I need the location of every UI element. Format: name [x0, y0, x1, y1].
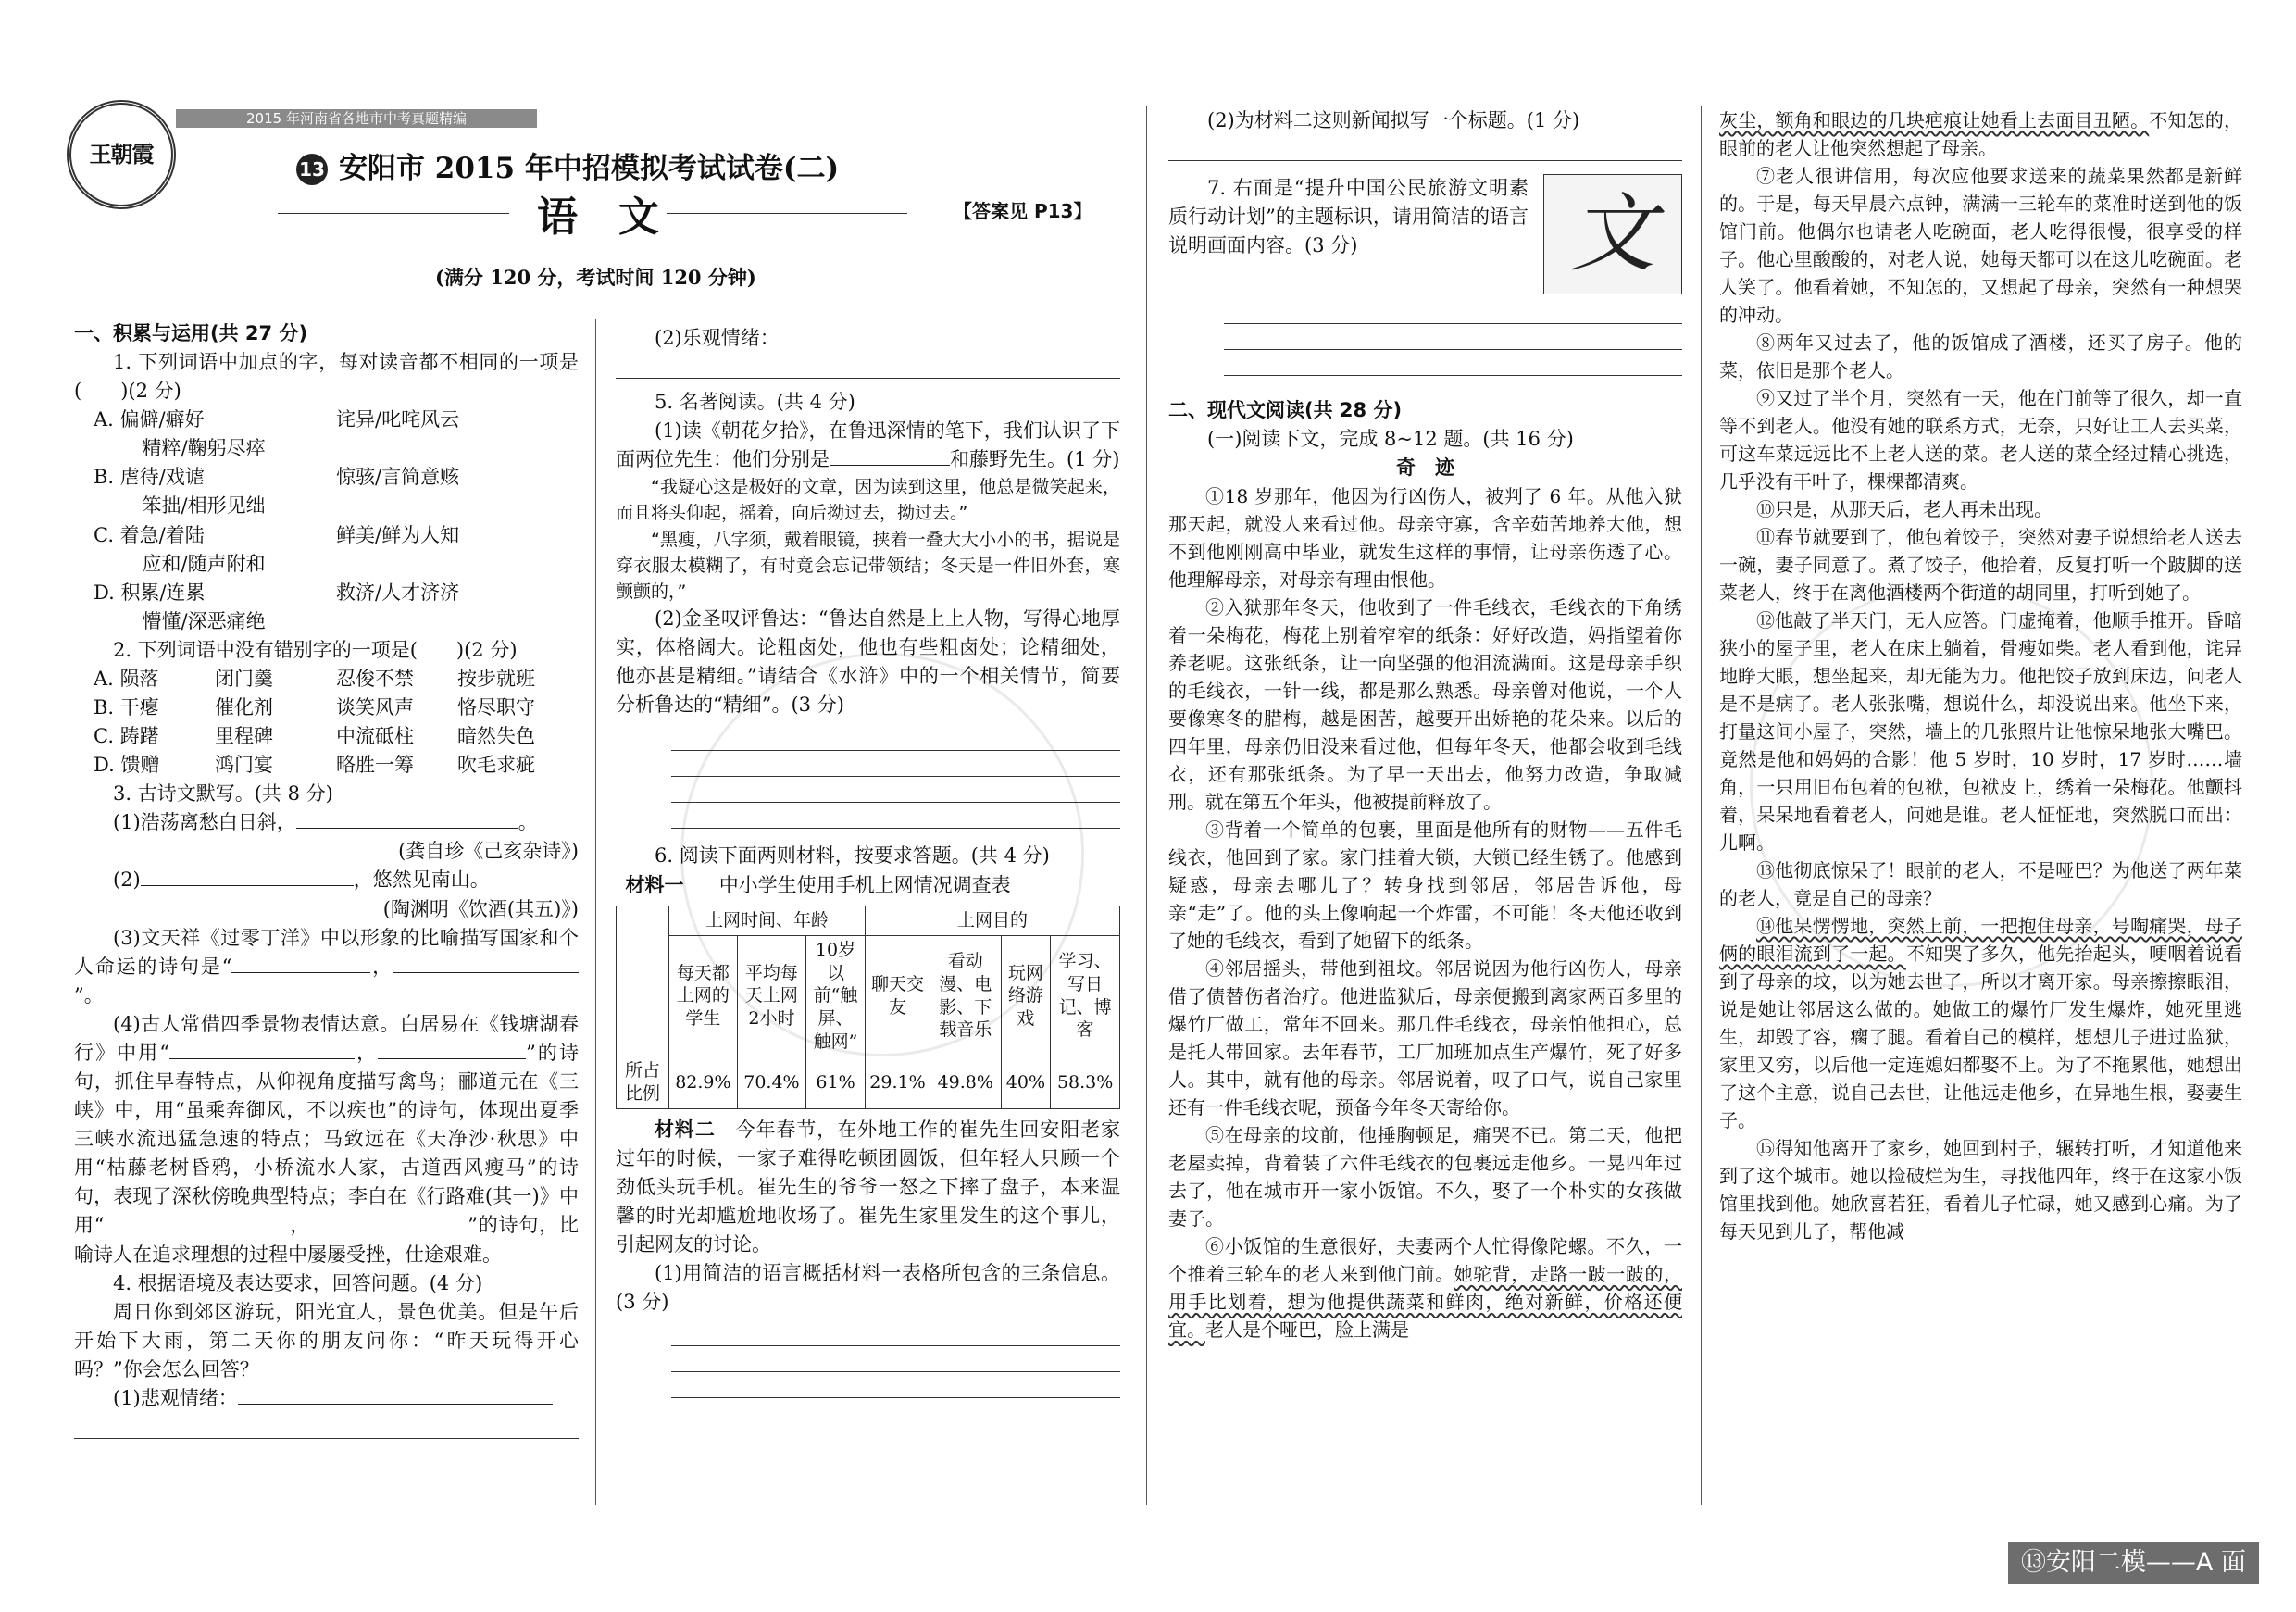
q3-blank-7[interactable] — [105, 1211, 290, 1231]
table-col-head: 学习、写日记、博客 — [1051, 936, 1120, 1056]
story-para-1: ①18 岁那年，他因为行凶伤人，被判了 6 年。从他入狱那天起，就没人来看过他。母亲守寡，含辛茹苦地养大他，想不到他刚刚高中毕业，就发生这样的事情，让母亲伤透了心。他理解母亲，对母亲有理由恨他。 — [1168, 485, 1682, 592]
q4-sub2-label: (2)乐观情绪： — [655, 327, 780, 349]
q1-opt-d3: 懵懂/深恶痛绝 — [142, 609, 266, 632]
q6-sub2: (2)为材料二这则新闻拟写一个标题。(1 分) — [1207, 109, 1580, 131]
page-footer-badge: ⑬安阳二模——A 面 — [2008, 1542, 2259, 1584]
q3-blank-6[interactable] — [378, 1039, 526, 1059]
q3-line3-comma: ， — [370, 955, 393, 978]
q6-material1-label: 材料一 — [625, 873, 684, 897]
table-cell: 70.4% — [737, 1056, 805, 1108]
q6-material1-title: 中小学生使用手机上网情况调查表 — [718, 874, 1011, 897]
q3-line2-text: ，悠然见南山。 — [353, 868, 490, 892]
q1-opt-b2: 惊骇/言简意赅 — [336, 466, 460, 489]
q2-a-3: 忍俊不禁 — [336, 667, 414, 690]
q2-b-2: 催化剂 — [215, 696, 273, 719]
q1-opt-b3: 笨拙/相形见绌 — [142, 494, 266, 518]
q6-answer-line-1[interactable] — [671, 1320, 1120, 1346]
q4-sub1 — [74, 1384, 579, 1413]
table-cell: 61% — [806, 1056, 866, 1108]
story-para-8: ⑧两年又过去了，他的饭馆成了酒楼，还买了房子。他的菜，依旧是那个老人。 — [1719, 331, 2242, 381]
q5-answer-1[interactable] — [830, 445, 950, 466]
story-para-2: ②入狱那年冬天，他收到了一件毛线衣，毛线衣的下角绣着一朵梅花，梅花上别着窄窄的纸条：好好改造，妈指望着你养老呢。这张纸条，让一向坚强的他泪流满面。这是母亲手织的毛线衣，一针一线，都是那么熟悉。母亲曾对他说，一个人要像寒冬的腊梅，越是困苦，越要开出娇艳的花朵来。以后的四年里，母亲仍旧没来看过他，但每年冬天，他都会收到毛线衣，还有那张纸条。为了早一天出去，他努力改造，争取减刑。就在第五个年头，他被提前释放了。 — [1168, 596, 1682, 814]
table-group-time: 上网时间、年龄 — [669, 906, 866, 936]
logo-emblem — [67, 100, 176, 209]
q1-opt-c1: C. 着急/着陆 — [94, 523, 205, 546]
q7-answer-line-3[interactable] — [1224, 350, 1682, 376]
q1-opt-a3: 精粹/鞠躬尽瘁 — [142, 437, 266, 460]
story-para-3: ③背着一个简单的包裹，里面是他所有的财物——五件毛线衣，他回到了家。家门挂着大锁，大锁已经生锈了。他感到疑惑，母亲去哪儿了？转身找到邻居，邻居告诉他，母亲“走”了。他的头上像响起一个炸雷，不可能！冬天他还收到了她的毛线衣，看到了她留下的纸条。 — [1168, 818, 1682, 953]
q4-sub1-label: (1)悲观情绪： — [113, 1386, 238, 1409]
part2-heading: 二、现代文阅读(共 28 分) — [1168, 399, 1403, 422]
exam-title: 安阳市 2015 年中招模拟考试试卷(二) — [339, 152, 840, 185]
story-para-5: ⑤在母亲的坟前，他捶胸顿足，痛哭不已。第二天，他把老屋卖掉，背着装了六件毛线衣的包裹远走他乡。一晃四年过去了，他在城市开一家小饭馆。不久，娶了一个朴实的女孩做妻子。 — [1168, 1124, 1682, 1231]
q3-line2-source: (陶渊明《饮酒(其五)》) — [382, 897, 579, 920]
q3-blank-3[interactable] — [231, 953, 370, 973]
story-para-6-cont-wavy: 灰尘，额角和眼边的几块疤痕让她看上去面目丑陋。 — [1719, 109, 2150, 131]
q6-stem: 6. 阅读下面两则材料，按要求答题。(共 4 分) — [655, 844, 1050, 868]
table-cell: 82.9% — [669, 1056, 738, 1108]
q2-options — [74, 665, 579, 780]
q2-b-3: 谈笑风声 — [336, 696, 414, 719]
q5-sub1-text: (1)读《朝花夕拾》，在鲁迅深情的笔下，我们认识了下面两位先生：他们分别是 — [616, 419, 1120, 471]
column-2 — [616, 324, 1120, 1398]
q2-c-3: 中流砥柱 — [336, 725, 414, 748]
q6-material2 — [616, 1115, 1120, 1259]
q3-line2 — [74, 866, 579, 894]
q5-sub1 — [616, 417, 1120, 474]
q6-material2-label: 材料二 — [655, 1117, 716, 1141]
q7-text: 7. 右面是“提升中国公民旅游文明素质行动计划”的主题标识，请用简洁的语言说明画面内容。(3 分) — [1168, 177, 1529, 257]
story-para-14 — [1719, 912, 2242, 1134]
q2-c-2: 里程碑 — [215, 725, 273, 748]
story-para-10: ⑩只是，从那天后，老人再未出现。 — [1756, 498, 2053, 520]
table-cell: 29.1% — [865, 1056, 930, 1108]
q3-line4-c: ”的诗句，抓住早春特点，从仰视角度描写禽鸟；郦道元在《三峡》中，用“虽乘奔御风，不以疾也”的诗句，体现出夏季三峡水流迅猛急速的特点；马致远在《天净沙·秋思》中用“枯藤老树昏鸦，小桥流水人家，古道西风瘦马”的诗句，表现了深秋傍晚典型特点；李白在《行路难(其一)》中用“ — [74, 1041, 579, 1237]
q5-answer-lines — [616, 725, 1120, 829]
q4-sub2 — [616, 324, 1120, 353]
q2-c-1: C. 踌躇 — [94, 725, 159, 748]
story-para-6-start: ⑥小饭馆的生意很好，夫妻两个人忙得像陀螺。不久，一个推着三轮车的老人来到他门前。 — [1168, 1235, 1682, 1286]
column-4 — [1719, 106, 2242, 1245]
q5-quote1: “我疑心这是极好的文章，因为读到这里，他总是微笑起来，而且将头仰起，摇着，向后拗过去，拗过去。” — [616, 477, 1120, 524]
table-group-purpose: 上网目的 — [865, 906, 1119, 936]
q3-blank-1[interactable] — [296, 808, 518, 829]
q1-opt-d1: D. 积累/连累 — [94, 581, 206, 604]
column-3 — [1168, 106, 1682, 1343]
survey-table — [616, 906, 1120, 1109]
story-para-7: ⑦老人很讲信用，每次应他要求送来的蔬菜果然都是新鲜的。于是，每天早晨六点钟，满满一三轮车的菜准时送到他的饭馆门前。他偶尔也请老人吃碗面，老人吃得很慢，很享受的样子。他心里酸酸的，对老人说，她每天都可以在这儿吃碗面。老人笑了。他看着她，不知怎的，又想起了母亲，突然有一种想哭的冲动。 — [1719, 165, 2242, 326]
series-banner — [176, 109, 537, 128]
q3-line1-source: (龚自珍《己亥杂诗》) — [398, 840, 579, 863]
q7-answer-lines — [1168, 298, 1682, 376]
table-col-head: 平均每天上网2小时 — [737, 936, 805, 1056]
subject-title: 语 文 — [537, 194, 659, 241]
table-col-head: 10岁以前“触屏、触网” — [806, 936, 866, 1056]
part2-intro: (一)阅读下文，完成 8~12 题。(共 16 分) — [1207, 428, 1574, 451]
table-col-head: 看动漫、电影、下载音乐 — [930, 936, 1002, 1056]
table-col-head: 玩网络游戏 — [1001, 936, 1051, 1056]
q6-material2-text: 今年春节，在外地工作的崔先生回安阳老家过年的时候，一家子难得吃顿团圆饭，但年轻人只顾一个劲低头玩手机。崔先生的爷爷一怒之下摔了盘子，本来温馨的时光却尴尬地收场了。崔先生家里发生的这个事儿，引起网友的讨论。 — [616, 1118, 1121, 1256]
answer-reference: 【答案见 P13】 — [954, 200, 1092, 222]
table-cell: 49.8% — [930, 1056, 1002, 1108]
story-para-6-cont-end: 不知怎的，眼前的老人让他突然想起了母亲。 — [1719, 109, 2243, 159]
q2-d-1: D. 馈赠 — [94, 754, 160, 777]
story-col3 — [1168, 482, 1682, 1343]
story-para-13: ⑬他彻底惊呆了！眼前的老人，不是哑巴？为他送了两年菜的老人，竟是自己的母亲？ — [1719, 859, 2242, 909]
q1-opt-c3: 应和/随声附和 — [142, 552, 266, 575]
table-row — [617, 906, 1120, 936]
q3-stem: 3. 古诗文默写。(共 8 分) — [113, 782, 333, 806]
q2-a-4: 按步就班 — [457, 667, 535, 690]
q7-block — [1168, 174, 1682, 294]
q2-d-4: 吹毛求疵 — [457, 754, 535, 777]
story-para-11: ⑪春节就要到了，他包着饺子，突然对妻子说想给老人送去一碗，妻子同意了。煮了饺子，他拾着，反复打听一个跛脚的送菜老人，终于在离他酒楼两个街道的胡同里，打听到她了。 — [1719, 526, 2242, 604]
q4-context: 周日你到郊区游玩，阳光宜人，景色优美。但是午后开始下大雨，第二天你的朋友问你：“昨天玩得开心吗？”你会怎么回答？ — [74, 1300, 579, 1381]
q1-stem: 1. 下列词语中加点的字，每对读音都不相同的一项是( )(2 分) — [74, 351, 579, 403]
q3-line3 — [74, 924, 579, 1010]
q3-line4-e: ”的诗句，比喻诗人在追求理想的过程中屡屡受挫，仕途艰难。 — [74, 1214, 579, 1266]
q5-stem: 5. 名著阅读。(共 4 分) — [655, 391, 855, 414]
logo-text: 王朝霞 — [89, 141, 154, 169]
q3-line1-text: (1)浩荡离愁白日斜， — [113, 811, 296, 834]
q4-answer-2-line2[interactable] — [616, 353, 1120, 379]
q3-blank-5[interactable] — [169, 1039, 355, 1059]
table-row — [617, 1056, 1120, 1108]
q5-quote2: “黑瘦，八字须，戴着眼镜，挟着一叠大大小小的书，据说是穿衣服太模糊了，有时竟会忘记带领结；冬天是一件旧外套，寒颤颤的，” — [616, 529, 1120, 602]
table-row — [617, 936, 1120, 1056]
table-col-head: 每天都上网的学生 — [669, 936, 738, 1056]
q5-answer-line-3[interactable] — [671, 777, 1120, 803]
q5-answer-line-2[interactable] — [671, 751, 1120, 777]
story-para-12: ⑫他敲了半天门，无人应答。门虚掩着，他顺手推开。昏暗狭小的屋子里，老人在床上躺着，骨瘦如柴。老人看到他，诧异地睁大眼，想坐起来，却无能为力。他把饺子放到床边，问老人是不是病了。老人张张嘴，想说什么，却没说出来。他坐下来，打量这间小屋子，突然，墙上的几张照片让他惊呆地张大嘴巴。竟然是他和妈妈的合影！他 5 岁时，10 岁时，17 岁时……墙角，一只用旧布包着的包袱，包袱皮上，绣着一朵梅花。他颤抖着，呆呆地看着老人，问她是谁。老人怔怔地，突然脱口而出：儿啊。 — [1719, 609, 2242, 854]
q2-stem: 2. 下列词语中没有错别字的一项是( )(2 分) — [113, 638, 518, 661]
travel-civility-glyph: 文 — [1569, 184, 1655, 283]
q5-answer-line-1[interactable] — [671, 725, 1120, 751]
table-row-label: 所占比例 — [617, 1056, 669, 1108]
q3-blank-8[interactable] — [310, 1211, 468, 1231]
q2-b-4: 恪尽职守 — [457, 696, 535, 719]
q7-answer-line-2[interactable] — [1224, 324, 1682, 350]
q4-answer-2[interactable] — [780, 324, 1094, 344]
q4-answer-1-line2[interactable] — [74, 1413, 579, 1439]
exam-title-row — [296, 148, 839, 191]
q3-line4-d: ， — [289, 1214, 311, 1237]
story-title: 奇 迹 — [1396, 456, 1454, 480]
q1-opt-c2: 鲜美/鲜为人知 — [336, 523, 460, 546]
q6-sub1: (1)用简洁的语言概括材料一表格所包含的三条信息。(3 分) — [616, 1262, 1120, 1314]
q5-sub2: (2)金圣叹评鲁达：“鲁达自然是上上人物，写得心地厚实，体格阔大。论粗卤处，他也有些粗卤处；论精细处，他亦甚是精细。”请结合《水浒》中的一个相关情节，简要分析鲁达的“精细”。(3 分) — [616, 606, 1120, 717]
q4-stem: 4. 根据语境及表达要求，回答问题。(4 分) — [113, 1271, 483, 1294]
q2-d-2: 鸿门宴 — [215, 754, 273, 777]
q1-opt-b1: B. 虐待/戏谑 — [94, 466, 205, 489]
story-para-6-cont — [1719, 106, 2242, 162]
q3-line1: (1)浩荡离愁白日斜， 。 — [74, 808, 579, 837]
column-1 — [74, 319, 579, 1439]
q2-a-1: A. 陨落 — [94, 667, 159, 690]
q2-b-1: B. 干瘪 — [94, 696, 159, 719]
q5-sub1-end: 和藤野先生。(1 分) — [950, 448, 1120, 471]
story-para-9: ⑨又过了半个月，突然有一天，他在门前等了很久，却一直等不到老人。他没有她的联系方式，无奈，只好让工人去买菜，可这车菜远远比不上老人送的菜。老人送的菜全经过精心挑选，几乎没有干叶子，棵棵都清爽。 — [1719, 387, 2242, 493]
q1-opt-a2: 诧异/叱咤风云 — [336, 408, 460, 431]
q3-line3-end: ”。 — [74, 983, 104, 1006]
q3-line3-text: (3)文天祥《过零丁洋》中以形象的比喻描写国家和个人命运的诗句是“ — [74, 926, 579, 978]
part1-heading: 一、积累与运用(共 27 分) — [74, 322, 308, 344]
q5-answer-line-4[interactable] — [671, 803, 1120, 829]
q3-blank-2[interactable] — [141, 866, 354, 886]
q7-answer-line-1[interactable] — [1224, 298, 1682, 324]
q4-answer-1[interactable] — [238, 1384, 553, 1405]
q1-options — [74, 406, 579, 636]
story-para-14-wavy: ⑭他呆愣愣地，突然上前，一把抱住母亲，号啕痛哭，母子俩的眼泪流到了一起。 — [1719, 915, 2242, 965]
table-cell: 40% — [1001, 1056, 1051, 1108]
table-col-head: 聊天交友 — [865, 936, 930, 1056]
story-para-15: ⑮得知他离开了家乡，她回到村子，辗转打听，才知道他来到了这个城市。她以捡破烂为生，寻找他四年，终于在这家小饭馆里找到他。她欣喜若狂，看着儿子忙碌，她又感到心痛。为了每天见到儿子，帮他减 — [1719, 1137, 2242, 1243]
exam-info: (满分 120 分，考试时间 120 分钟) — [435, 266, 756, 289]
q1-opt-d2: 救济/人才济济 — [336, 581, 460, 604]
q6-answer-2-line[interactable] — [1168, 135, 1682, 161]
q3-line4-a: (4)古人常借四季景物表情达意。白居易在《钱塘湖春行》中用“ — [74, 1012, 579, 1064]
exam-number-badge — [296, 154, 328, 185]
q6-answer-line-3[interactable] — [671, 1372, 1120, 1398]
series-banner-text: 2015 年河南省各地市中考真题精编 — [246, 110, 467, 127]
story-para-4: ④邻居摇头，带他到祖坟。邻居说因为他行凶伤人，母亲借了债替伤者治疗。他进监狱后，母亲便搬到离家两百多里的爆竹厂做工，常年不回来。那几件毛线衣，母亲怕他担心，总是托人带回家。去年春节，工厂加班加点生产爆竹，死了好多人。其中，就有他的母亲。邻居说着，叹了口气，说自己家里还有一件毛线衣呢，预备今年冬天寄给你。 — [1168, 957, 1682, 1119]
q6-answer-line-2[interactable] — [671, 1346, 1120, 1372]
story-para-6 — [1168, 1232, 1682, 1343]
travel-civility-logo — [1543, 174, 1682, 294]
q3-line4-b: ， — [355, 1041, 379, 1064]
story-para-6-end: 老人是个哑巴，脸上满是 — [1205, 1318, 1409, 1342]
q2-d-3: 略胜一筹 — [336, 754, 414, 777]
exam-number: 13 — [299, 157, 325, 181]
q1-opt-a1: A. 偏僻/癖好 — [94, 408, 205, 431]
story-para-14-end: 不知哭了多久，他先抬起头，哽咽着说看到了母亲的坟，以为她去世了，所以才离开家。母亲擦擦眼泪，说是她让邻居这么做的。她做工的爆竹厂发生爆炸，她死里逃生，却毁了容，瘸了腿。看着自己的模样，想想儿子进过监狱，家里又穷，以后他一定连媳妇都娶不上。为了不拖累他，她想出了这个主意，说自己去世，让他远走他乡，在异地生根，娶妻生子。 — [1719, 943, 2243, 1131]
q3-blank-4[interactable] — [393, 953, 579, 973]
q3-line2-num: (2) — [113, 868, 141, 892]
q2-a-2: 闭门羹 — [215, 667, 273, 690]
q3-line4 — [74, 1010, 579, 1269]
q6-answer-lines — [616, 1320, 1120, 1398]
q6-material1-header — [616, 870, 1120, 900]
story-para-6-wavy: 她驼背，走路一跛一跛的，用手比划着，想为他提供蔬菜和鲜肉，绝对新鲜，价格还便宜。 — [1168, 1263, 1683, 1342]
table-corner-cell — [617, 906, 669, 1056]
table-cell: 58.3% — [1051, 1056, 1120, 1108]
q2-c-4: 暗然失色 — [457, 725, 535, 748]
